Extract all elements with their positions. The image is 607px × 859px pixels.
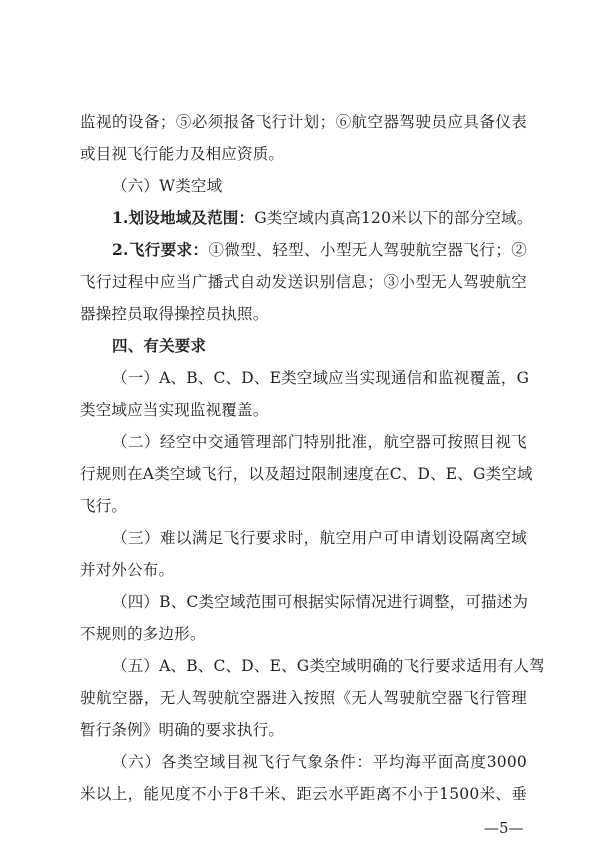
body-line: 飞行。 [80, 497, 128, 515]
body-line [112, 208, 532, 228]
body-line: （六）各类空域目视飞行气象条件：平均海平面高度3000 [112, 753, 527, 771]
body-line: （三）难以满足飞行要求时，航空用户可申请划设隔离空域 [112, 529, 527, 547]
body-line: 并对外公布。 [80, 561, 175, 579]
item-text: G类空域内真高120米以下的部分空域。 [254, 209, 533, 227]
item-label: 1.划设地域及范围： [112, 208, 255, 227]
body-line: 或目视飞行能力及相应资质。 [80, 145, 285, 163]
body-line: 类空域应当实现监视覆盖。 [80, 401, 269, 419]
body-line: 监视的设备；⑤必须报备飞行计划；⑥航空器驾驶员应具备仪表 [80, 113, 527, 131]
body-line: 不规则的多边形。 [80, 625, 206, 643]
body-line: （二）经空中交通管理部门特别批准，航空器可按照目视飞 [112, 433, 527, 451]
page-number: —5— [484, 819, 524, 837]
body-line: 暂行条例》明确的要求执行。 [80, 721, 285, 739]
item-label: 2.飞行要求： [112, 240, 209, 259]
body-line: （四）B、C类空域范围可根据实际情况进行调整，可描述为 [112, 593, 529, 611]
item-text: ①微型、轻型、小型无人驾驶航空器飞行；② [208, 241, 527, 259]
body-line: 驶航空器，无人驾驶航空器进入按照《无人驾驶航空器飞行管理 [80, 689, 527, 707]
body-line: （五）A、B、C、D、E、G类空域明确的飞行要求适用有人驾 [112, 657, 545, 675]
body-line [112, 240, 527, 260]
body-line: 行规则在A类空域飞行，以及超过限制速度在C、D、E、G类空域 [80, 465, 533, 483]
body-line: 米以上，能见度不小于8千米、距云水平距离不小于1500米、垂 [80, 785, 527, 803]
body-line: 飞行过程中应当广播式自动发送识别信息；③小型无人驾驶航空 [80, 273, 527, 291]
section-heading-w-class: （六）W类空域 [112, 177, 223, 195]
chapter-heading: 四、有关要求 [112, 336, 207, 355]
body-line: （一）A、B、C、D、E类空域应当实现通信和监视覆盖，G [112, 369, 530, 387]
body-line: 器操控员取得操控员执照。 [80, 305, 269, 323]
